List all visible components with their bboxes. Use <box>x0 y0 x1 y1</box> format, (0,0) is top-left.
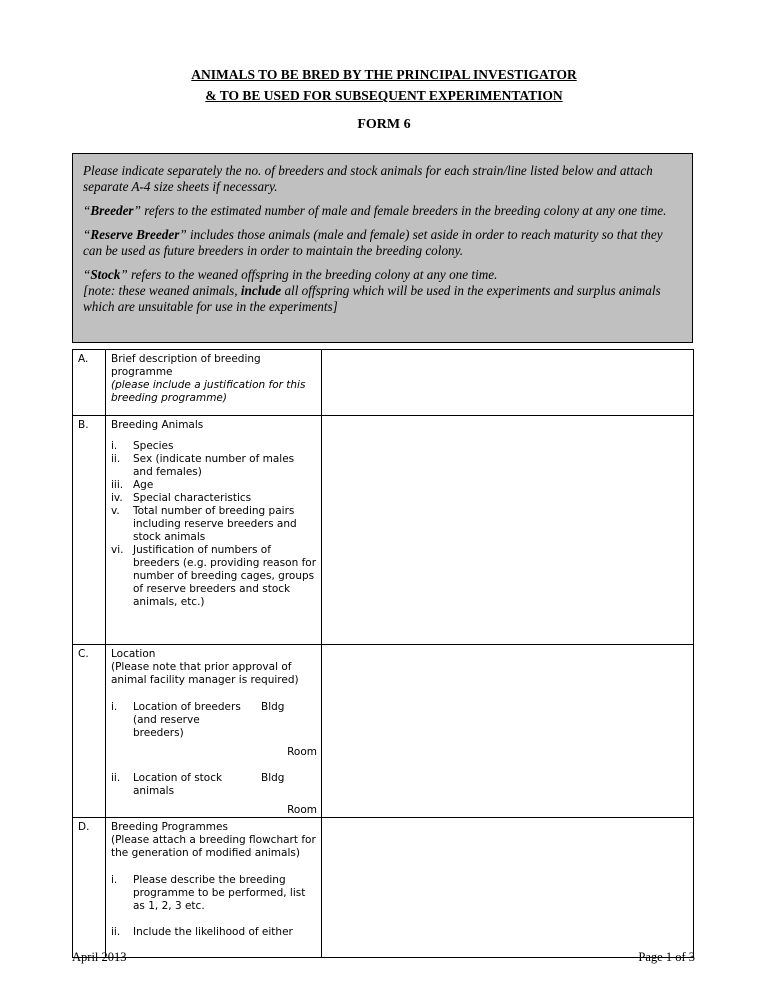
section-d-answer-field[interactable] <box>322 818 694 958</box>
instructions-box <box>72 153 693 343</box>
footer-date: April 2013 <box>72 950 127 964</box>
bldg-label: Bldg <box>261 772 285 784</box>
stock-location: ii. Location of stock animals Bldg <box>111 772 317 798</box>
section-letter: B. <box>73 416 106 645</box>
breeding-animals-list <box>111 440 317 609</box>
breeders-location: i. Location of breeders (and reserve breeders) Bldg <box>111 701 317 740</box>
stock-definition: “Stock” refers to the weaned offspring in the breeding colony at any one time. [note: these weaned animals, include all offspring which will be used in the experiments and surplus animals which are unsuitable for use in the experiments] <box>83 267 661 314</box>
breeding-form-table <box>72 349 694 958</box>
section-a-label: Brief description of breeding programme (please include a justification for this breeding programme) <box>106 350 322 416</box>
form-number: FORM 6 <box>357 117 411 132</box>
section-letter: D. <box>73 818 106 958</box>
form-title-line-1: ANIMALS TO BE BRED BY THE PRINCIPAL INVESTIGATOR <box>191 67 577 82</box>
list-item: i. Species <box>111 440 174 452</box>
instructions-intro: Please indicate separately the no. of breeders and stock animals for each strain/line listed below and attach separate A-4 size sheets if necessary. <box>83 163 653 194</box>
section-a-row <box>73 350 694 416</box>
section-d-label: Breeding Programmes (Please attach a breeding flowchart for the generation of modified animals) i. Please describe the breeding programme to be performed, list as 1, 2, 3 etc. ii. Include the likelihood of either <box>106 818 322 958</box>
footer-page-number: Page 1 of 3 <box>638 950 695 964</box>
section-c-row <box>73 645 694 818</box>
section-c-label: Location (Please note that prior approval of animal facility manager is required) i. Location of breeders (and reserve breeders) Bldg Room ii. Location of stock animals Bldg Room <box>106 645 322 818</box>
section-d-row <box>73 818 694 958</box>
form-title-line-2: & TO BE USED FOR SUBSEQUENT EXPERIMENTATION <box>205 88 563 103</box>
section-a-answer-field[interactable] <box>322 350 694 416</box>
list-item: vi. Justification of numbers of breeders (e.g. providing reason for number of breeding cages, groups of reserve breeders and stock animals, etc.) <box>111 544 317 608</box>
room-label: Room <box>287 746 317 758</box>
section-letter: C. <box>73 645 106 818</box>
reserve-breeder-definition: “Reserve Breeder” includes those animals (male and female) set aside in order to reach maturity so that they can be used as future breeders in order to maintain the breeding colony. <box>83 227 663 258</box>
breeder-definition: “Breeder” refers to the estimated number of male and female breeders in the breeding colony at any one time. <box>83 203 667 218</box>
room-label: Room <box>287 804 317 816</box>
section-b-row <box>73 416 694 645</box>
list-item: iii. Age <box>111 479 154 491</box>
list-item: v. Total number of breeding pairs including reserve breeders and stock animals <box>111 505 297 543</box>
section-b-label: Breeding Animals i. Species ii. Sex (indicate number of males and females) iii. Age iv. Special characteristics v. Total number of breeding pairs including reserve breeders and stock animals vi. Justification of numbers of breeders (e.g. providing reason for number of breeding cages, groups of reserve breeders and stock animals, etc.) <box>106 416 322 645</box>
section-c-answer-field[interactable] <box>322 645 694 818</box>
list-item: ii. Sex (indicate number of males and females) <box>111 453 295 478</box>
likelihood-item: ii. Include the likelihood of either <box>111 926 293 938</box>
list-item: iv. Special characteristics <box>111 492 252 504</box>
bldg-label: Bldg <box>261 701 285 713</box>
section-letter: A. <box>73 350 106 416</box>
breeding-description-item: i. Please describe the breeding programme to be performed, list as 1, 2, 3 etc. <box>111 874 306 912</box>
section-b-answer-field[interactable] <box>322 416 694 645</box>
